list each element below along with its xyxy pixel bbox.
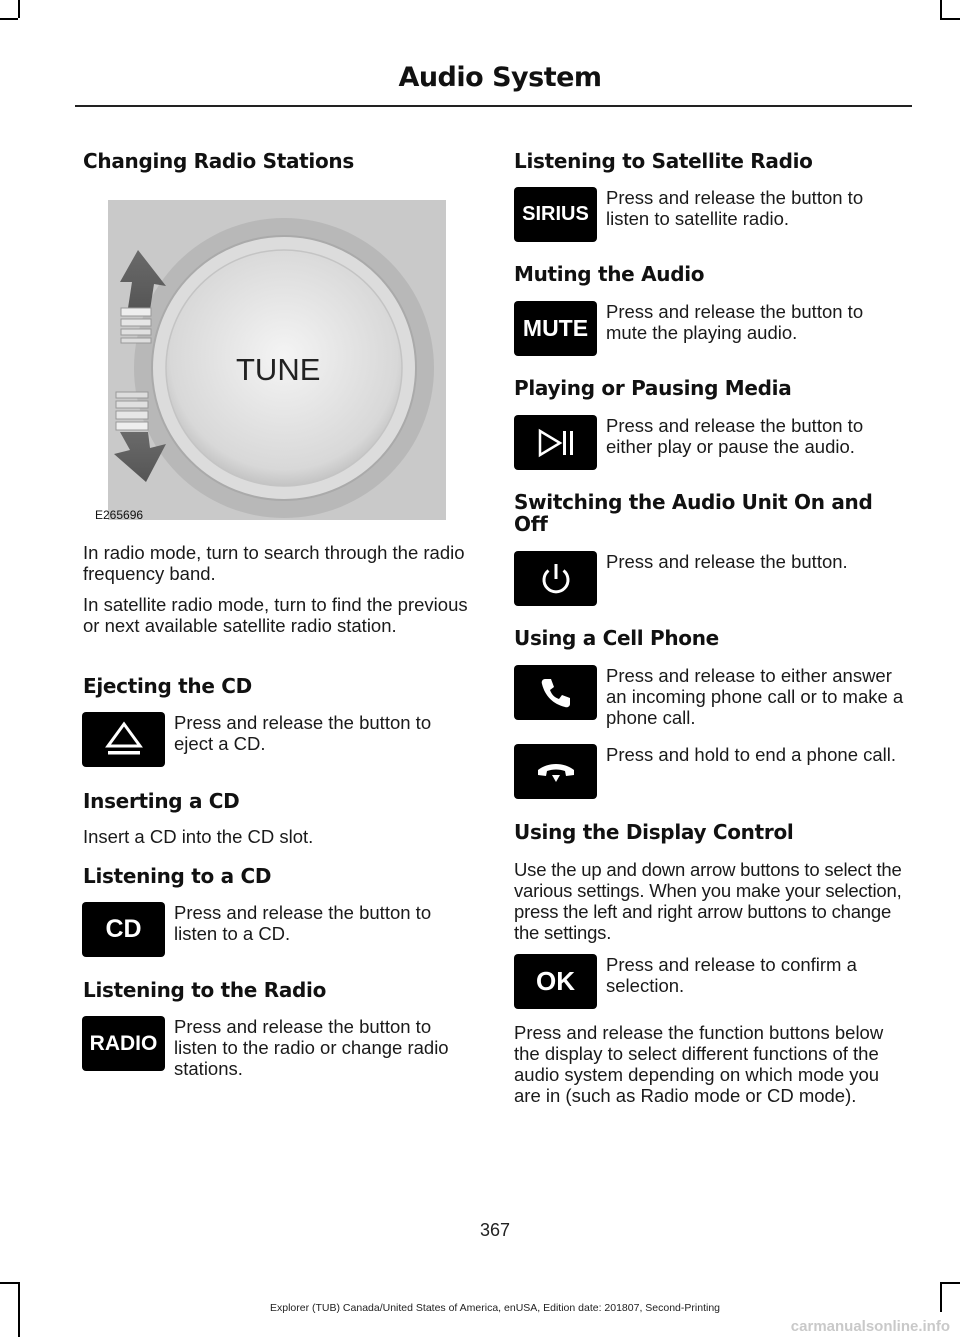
play-pause-icon [534,428,578,458]
page-number: 367 [479,1220,511,1240]
phone-end-button-image [514,744,597,799]
radio-text: Press and release the button to listen to the radio or change radio stations. [174,1016,449,1079]
heading-muting-audio: Muting the Audio [514,262,705,286]
tune-knob-illustration [108,200,446,520]
changing-paragraph-1: In radio mode, turn to search through the radio frequency band. [83,542,465,584]
eject-button-image [82,712,165,767]
heading-ejecting-cd: Ejecting the CD [83,674,252,698]
ok-button-image: OK [514,954,597,1009]
display-paragraph-2: Press and release the function buttons below the display to select different functions of the audio system depending on which mode you are in (such as Radio mode or CD mode). [514,1022,884,1106]
cd-button-image: CD [82,902,165,957]
page-title: Audio System [398,62,602,93]
heading-playing-pausing: Playing or Pausing Media [514,376,792,400]
crop-mark [940,0,942,18]
crop-mark [0,1282,18,1284]
power-button-image [514,551,597,606]
eject-text: Press and release the button to eject a CD. [174,712,432,754]
phone-end-text: Press and hold to end a phone call. [606,744,897,765]
illustration-code: E265696 [95,508,144,522]
phone-answer-text: Press and release to either answer an incoming phone call or to make a phone call. [606,665,904,728]
heading-inserting-cd: Inserting a CD [83,789,240,813]
heading-changing-radio-stations: Changing Radio Stations [83,149,354,173]
cd-text: Press and release the button to listen to a CD. [174,902,432,944]
ok-text: Press and release to confirm a selection. [606,954,857,996]
header-rule [75,105,912,107]
crop-mark [0,18,18,20]
heading-listening-cd: Listening to a CD [83,864,272,888]
play-pause-button-image [514,415,597,470]
mute-button-image: MUTE [514,301,597,356]
heading-cell-phone: Using a Cell Phone [514,626,719,650]
phone-end-icon [534,756,578,788]
phone-answer-button-image [514,665,597,720]
heading-listening-radio: Listening to the Radio [83,978,327,1002]
display-paragraph-1: Use the up and down arrow buttons to select the various settings. When you make your selection, press the left and right arrow buttons to change the settings. [514,859,902,943]
crop-mark [18,0,20,18]
sirius-button-image: SIRIUS [514,187,597,242]
heading-switching-unit: Switching the Audio Unit On and Off [514,490,873,536]
tune-label: TUNE [236,352,321,387]
power-icon [538,561,574,597]
crop-mark [940,1282,960,1284]
watermark: carmanualsonline.info [790,1318,950,1335]
phone-answer-icon [536,673,576,713]
edition-footer: Explorer (TUB) Canada/United States of America, enUSA, Edition date: 201807, Second-Printing [270,1302,720,1314]
mute-text: Press and release the button to mute the playing audio. [606,301,864,343]
heading-satellite-radio: Listening to Satellite Radio [514,149,813,173]
heading-display-control: Using the Display Control [514,820,794,844]
play-text: Press and release the button to either play or pause the audio. [606,415,864,457]
power-text: Press and release the button. [606,551,848,572]
crop-mark [940,18,960,20]
eject-icon [104,720,144,760]
insert-text: Insert a CD into the CD slot. [83,826,314,847]
sat-text: Press and release the button to listen to satellite radio. [606,187,864,229]
changing-paragraph-2: In satellite radio mode, turn to find the previous or next available satellite radio station. [83,594,468,636]
radio-button-image: RADIO [82,1016,165,1071]
